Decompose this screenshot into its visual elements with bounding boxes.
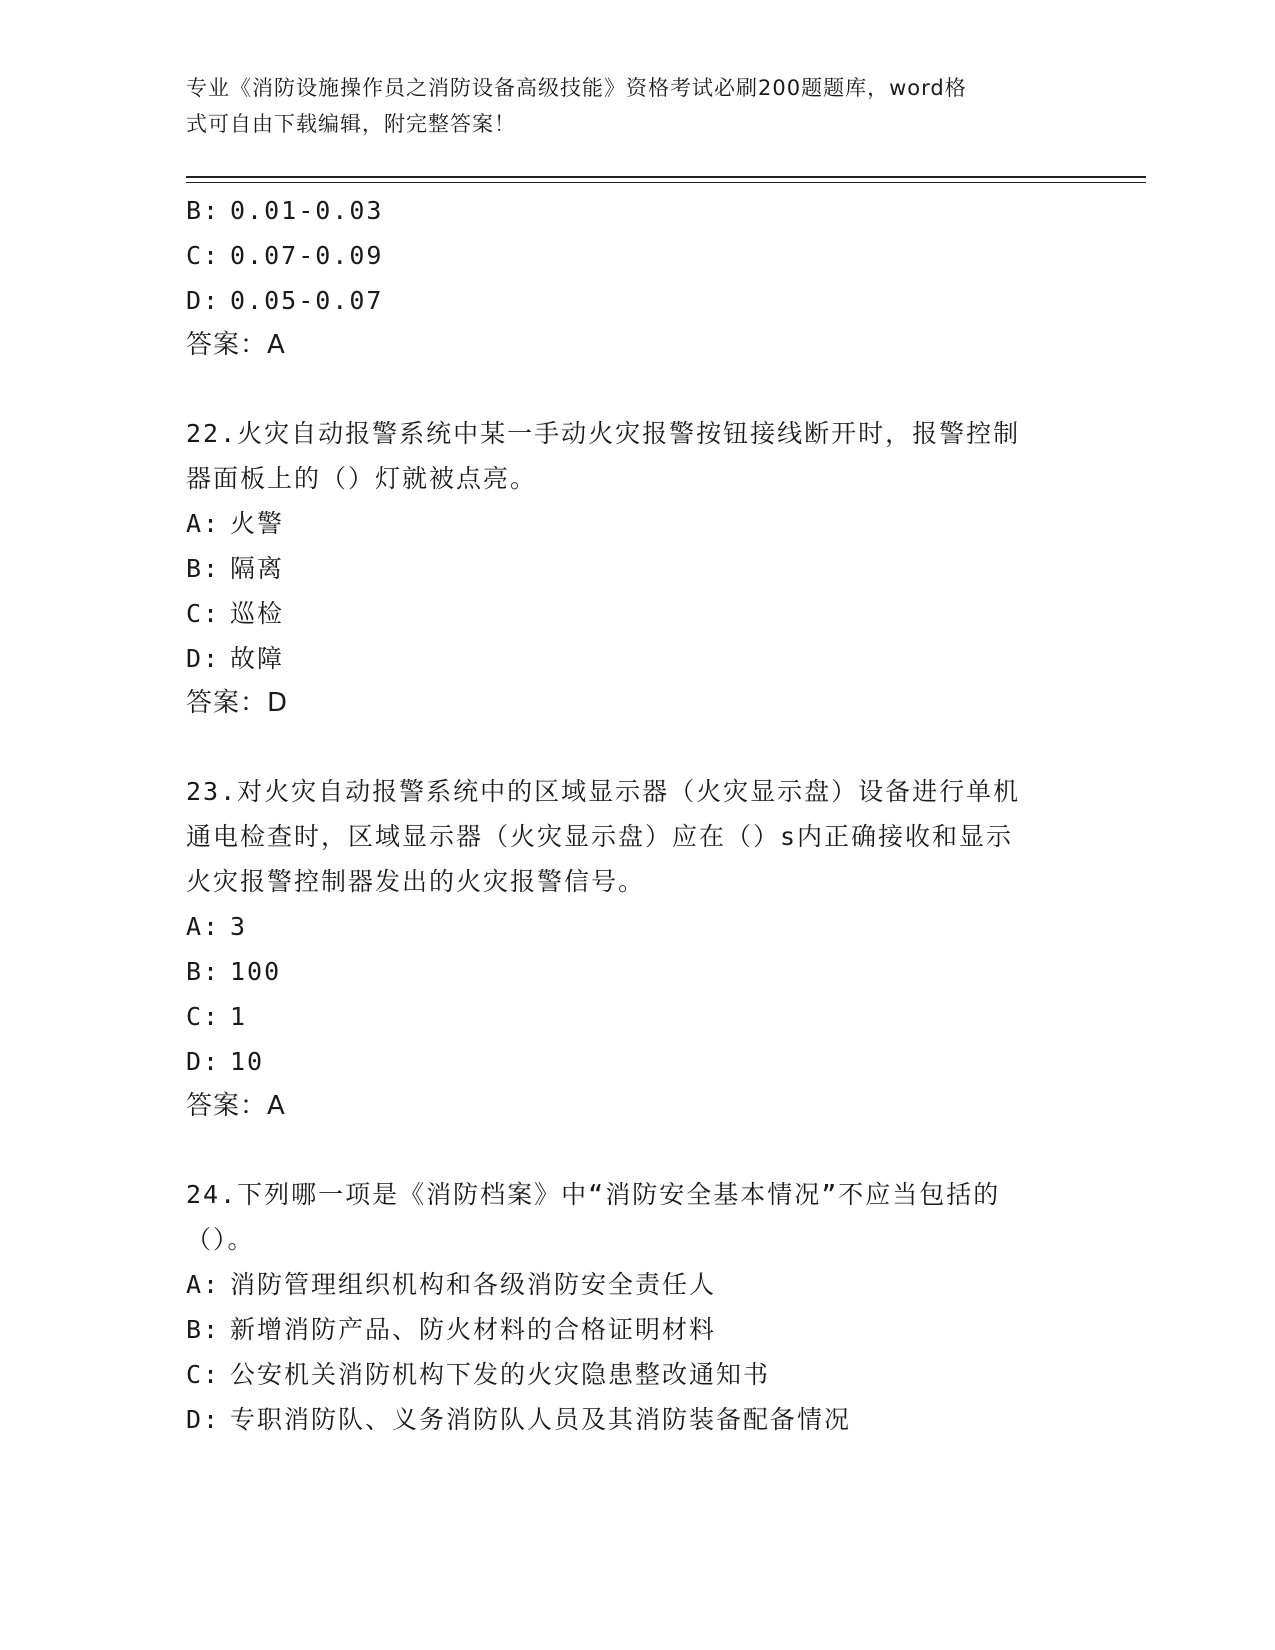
header-line-2: 式可自由下载编辑，附完整答案！ [186,112,516,136]
header-divider-thick [186,176,1146,178]
answer-line: 答案：A [186,330,286,360]
option-c: C: 1 [186,1002,248,1031]
answer-line: 答案：A [186,1091,286,1121]
option-d: D: 专职消防队、义务消防队人员及其消防装备配备情况 [186,1405,852,1434]
question-22 [186,411,1086,726]
question-stem-line: 通电检查时，区域显示器（火灾显示盘）应在（）s内正确接收和显示 [186,822,1014,851]
option-b: B: 0.01-0.03 [186,196,384,225]
question-stem-line: 22.火灾自动报警系统中某一手动火灾报警按钮接线断开时，报警控制 [186,419,1021,448]
prev-question [186,188,1086,368]
question-stem-line: 火灾报警控制器发出的火灾报警信号。 [186,867,646,896]
option-a: A: 3 [186,912,248,941]
option-d: D: 故障 [186,644,285,673]
option-b: B: 新增消防产品、防火材料的合格证明材料 [186,1315,717,1344]
question-stem-line: 24.下列哪一项是《消防档案》中“消防安全基本情况”不应当包括的 [186,1180,1001,1209]
option-a: A: 消防管理组织机构和各级消防安全责任人 [186,1270,717,1299]
option-c: C: 巡检 [186,599,285,628]
question-content [186,188,1086,1442]
option-d: D: 0.05-0.07 [186,286,384,315]
question-stem-line: 器面板上的（）灯就被点亮。 [186,464,538,493]
question-24 [186,1172,1086,1442]
answer-line: 答案：D [186,688,289,718]
option-a: A: 火警 [186,509,285,538]
option-c: C: 公安机关消防机构下发的火灾隐患整改通知书 [186,1360,771,1389]
option-b: B: 100 [186,957,282,986]
option-b: B: 隔离 [186,554,285,583]
question-23 [186,769,1086,1129]
document-header [186,70,1086,142]
header-line-1: 专业《消防设施操作员之消防设备高级技能》资格考试必刷200题题库，word格 [186,76,967,100]
header-divider-thin [186,182,1146,183]
question-stem-line: 23.对火灾自动报警系统中的区域显示器（火灾显示盘）设备进行单机 [186,777,1021,806]
option-d: D: 10 [186,1047,265,1076]
question-stem-line: （）。 [186,1225,255,1254]
option-c: C: 0.07-0.09 [186,241,384,270]
